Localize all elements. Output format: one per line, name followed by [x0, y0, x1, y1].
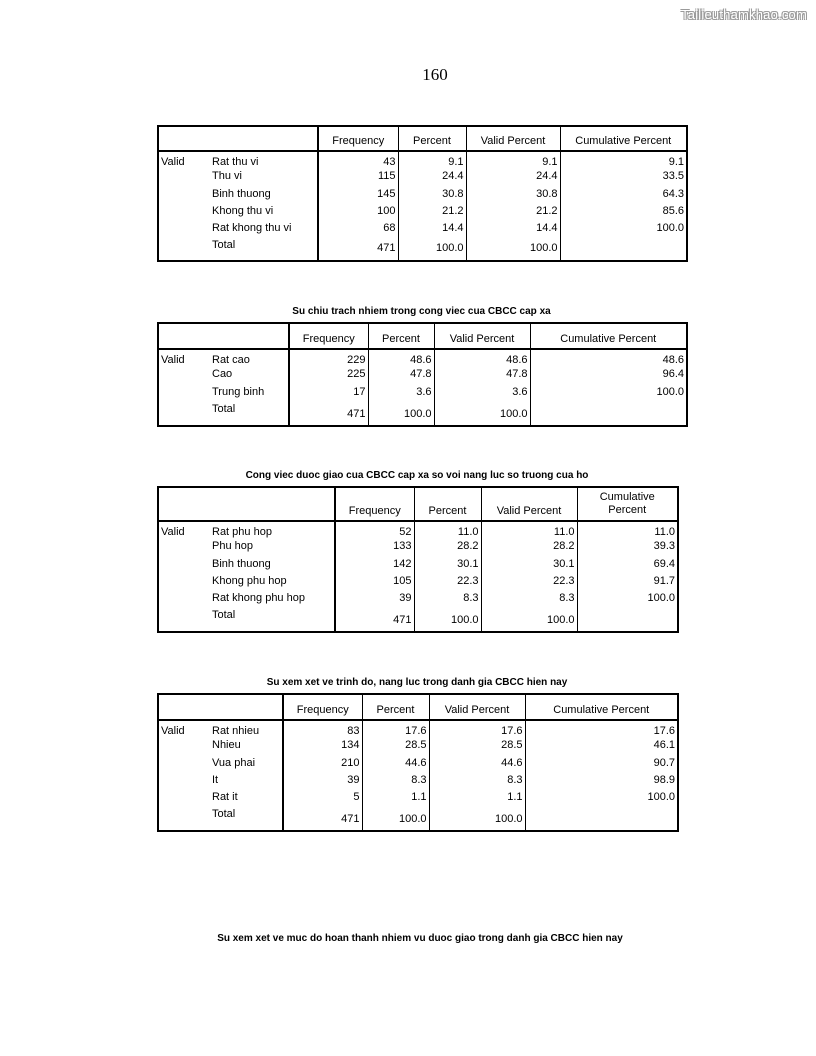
percent-cell: 3.6 — [368, 386, 434, 403]
row-label-total: Total — [210, 403, 289, 426]
row-label: Khong thu vi — [210, 205, 318, 222]
valid-percent-cell: 100.0 — [429, 808, 525, 831]
header-cumulative-percent: Cumulative Percent — [560, 126, 687, 151]
row-label-total: Total — [210, 609, 335, 632]
header-valid-percent: Valid Percent — [429, 694, 525, 720]
table-row — [158, 170, 687, 188]
percent-cell: 24.4 — [398, 170, 466, 188]
table-row — [158, 720, 678, 739]
header-blank — [158, 323, 289, 349]
frequency-cell: 210 — [283, 757, 362, 774]
frequency-cell: 471 — [318, 239, 398, 261]
row-label-total: Total — [210, 239, 318, 261]
percent-cell: 11.0 — [414, 521, 481, 540]
frequency-cell: 100 — [318, 205, 398, 222]
table-row — [158, 521, 678, 540]
valid-percent-cell: 9.1 — [466, 151, 560, 170]
table-row — [158, 791, 678, 808]
frequency-cell: 5 — [283, 791, 362, 808]
table-row — [158, 757, 678, 774]
row-label: Rat nhieu — [210, 720, 283, 739]
row-label: Rat cao — [210, 349, 289, 368]
row-label: Cao — [210, 368, 289, 386]
percent-cell: 8.3 — [414, 592, 481, 609]
header-frequency: Frequency — [318, 126, 398, 151]
row-label: Rat khong thu vi — [210, 222, 318, 239]
table-row — [158, 222, 687, 239]
frequency-cell: 105 — [335, 575, 414, 592]
frequency-cell: 471 — [283, 808, 362, 831]
frequency-cell: 83 — [283, 720, 362, 739]
table-row — [158, 188, 687, 205]
table-row — [158, 403, 687, 426]
cumulative-percent-cell: 91.7 — [653, 575, 675, 587]
frequency-cell: 134 — [283, 739, 362, 757]
page-number: 160 — [422, 65, 448, 84]
header-percent: Percent — [398, 126, 466, 151]
percent-cell: 28.5 — [362, 739, 429, 757]
frequency-cell: 39 — [283, 774, 362, 791]
valid-percent-cell: 100.0 — [481, 609, 577, 632]
cumulative-percent-cell: 100.0 — [656, 386, 684, 398]
table-row — [158, 151, 687, 170]
table-4-title: Su xem xet ve trinh do, nang luc trong danh gia CBCC hien nay — [266, 677, 568, 688]
header-valid-percent: Valid Percent — [466, 126, 560, 151]
header-cumulative-percent: Cumulative Percent — [525, 694, 678, 720]
valid-percent-cell: 100.0 — [466, 239, 560, 261]
percent-cell: 17.6 — [362, 720, 429, 739]
valid-percent-cell: 30.1 — [481, 558, 577, 575]
percent-cell: 28.2 — [414, 540, 481, 558]
table-row — [158, 540, 678, 558]
cumulative-percent-cell: 90.7 — [653, 757, 675, 769]
frequency-cell: 229 — [289, 349, 368, 368]
table-row — [158, 609, 678, 632]
percent-cell: 9.1 — [398, 151, 466, 170]
row-label: Rat thu vi — [210, 151, 318, 170]
header-frequency: Frequency — [335, 487, 414, 521]
cumulative-percent-cell: 96.4 — [662, 368, 684, 380]
row-label: It — [210, 774, 283, 791]
header-percent: Percent — [414, 487, 481, 521]
percent-cell: 100.0 — [414, 609, 481, 632]
frequency-table-3 — [157, 486, 679, 633]
frequency-cell: 68 — [318, 222, 398, 239]
valid-percent-cell: 17.6 — [429, 720, 525, 739]
frequency-cell: 115 — [318, 170, 398, 188]
table-row — [158, 808, 678, 831]
table-row — [158, 205, 687, 222]
percent-cell: 48.6 — [368, 349, 434, 368]
percent-cell: 30.8 — [398, 188, 466, 205]
cumulative-percent-cell — [530, 403, 687, 426]
percent-cell: 1.1 — [362, 791, 429, 808]
table-row — [158, 774, 678, 791]
row-label: Trung binh — [210, 386, 289, 403]
row-label: Rat it — [210, 791, 283, 808]
valid-label: Valid — [161, 354, 185, 366]
valid-percent-cell: 11.0 — [481, 521, 577, 540]
percent-cell: 47.8 — [368, 368, 434, 386]
valid-percent-cell: 100.0 — [434, 403, 530, 426]
row-label: Binh thuong — [210, 188, 318, 205]
cumulative-percent-cell: 17.6 — [653, 725, 675, 737]
cumulative-percent-cell: 39.3 — [653, 540, 675, 552]
watermark: Tailieuthamkhao.com — [681, 7, 807, 22]
row-label: Rat khong phu hop — [210, 592, 335, 609]
row-label-total: Total — [210, 808, 283, 831]
percent-cell: 100.0 — [398, 239, 466, 261]
frequency-cell: 52 — [335, 521, 414, 540]
table-row — [158, 349, 687, 368]
row-label: Rat phu hop — [210, 521, 335, 540]
frequency-cell: 17 — [289, 386, 368, 403]
valid-percent-cell: 30.8 — [466, 188, 560, 205]
percent-cell: 100.0 — [368, 403, 434, 426]
frequency-cell: 471 — [335, 609, 414, 632]
cumulative-percent-cell — [577, 609, 678, 632]
header-frequency: Frequency — [283, 694, 362, 720]
valid-label: Valid — [161, 725, 185, 737]
cumulative-percent-cell: 11.0 — [654, 526, 675, 538]
percent-cell: 22.3 — [414, 575, 481, 592]
frequency-cell: 145 — [318, 188, 398, 205]
frequency-table-1 — [157, 125, 688, 262]
cumulative-percent-cell: 100.0 — [647, 592, 675, 604]
valid-percent-cell: 24.4 — [466, 170, 560, 188]
header-blank — [158, 694, 283, 720]
row-label: Thu vi — [210, 170, 318, 188]
frequency-cell: 43 — [318, 151, 398, 170]
valid-percent-cell: 21.2 — [466, 205, 560, 222]
cumulative-percent-cell — [525, 808, 678, 831]
cumulative-percent-cell: 33.5 — [662, 170, 684, 182]
row-label: Binh thuong — [210, 558, 335, 575]
valid-percent-cell: 3.6 — [434, 386, 530, 403]
frequency-cell: 142 — [335, 558, 414, 575]
valid-percent-cell: 44.6 — [429, 757, 525, 774]
header-cumulative-percent: Cumulative Percent — [530, 323, 687, 349]
cumulative-percent-cell: 100.0 — [647, 791, 675, 803]
table-row — [158, 558, 678, 575]
valid-percent-cell: 47.8 — [434, 368, 530, 386]
header-percent: Percent — [368, 323, 434, 349]
header-frequency: Frequency — [289, 323, 368, 349]
cumulative-percent-cell: 85.6 — [662, 205, 684, 217]
cumulative-percent-cell: 69.4 — [653, 558, 675, 570]
percent-cell: 8.3 — [362, 774, 429, 791]
row-label: Nhieu — [210, 739, 283, 757]
valid-label: Valid — [161, 526, 185, 538]
cumulative-percent-cell: 9.1 — [668, 156, 684, 168]
table-3-title: Cong viec duoc giao cua CBCC cap xa so voi nang luc so truong cua ho — [245, 470, 589, 481]
cumulative-percent-cell: 48.6 — [662, 354, 684, 366]
header-cumulative-percent: Cumulative Percent — [577, 487, 678, 521]
cumulative-percent-cell: 100.0 — [656, 222, 684, 234]
valid-percent-cell: 1.1 — [429, 791, 525, 808]
table-row — [158, 386, 687, 403]
percent-cell: 100.0 — [362, 808, 429, 831]
header-valid-percent: Valid Percent — [481, 487, 577, 521]
cumulative-percent-cell: 46.1 — [653, 739, 675, 751]
frequency-table-2 — [157, 322, 688, 427]
frequency-cell: 471 — [289, 403, 368, 426]
table-row — [158, 739, 678, 757]
frequency-table-4 — [157, 693, 679, 832]
valid-percent-cell: 8.3 — [481, 592, 577, 609]
valid-label: Valid — [161, 156, 185, 168]
valid-percent-cell: 28.2 — [481, 540, 577, 558]
valid-percent-cell: 22.3 — [481, 575, 577, 592]
cumulative-percent-cell: 64.3 — [662, 188, 684, 200]
row-label: Phu hop — [210, 540, 335, 558]
frequency-cell: 39 — [335, 592, 414, 609]
valid-percent-cell: 28.5 — [429, 739, 525, 757]
table-row — [158, 368, 687, 386]
header-valid-percent: Valid Percent — [434, 323, 530, 349]
valid-percent-cell: 8.3 — [429, 774, 525, 791]
cumulative-percent-cell — [560, 239, 687, 261]
frequency-cell: 225 — [289, 368, 368, 386]
header-blank — [158, 487, 335, 521]
frequency-cell: 133 — [335, 540, 414, 558]
valid-percent-cell: 48.6 — [434, 349, 530, 368]
row-label: Khong phu hop — [210, 575, 335, 592]
valid-percent-cell: 14.4 — [466, 222, 560, 239]
header-percent: Percent — [362, 694, 429, 720]
row-label: Vua phai — [210, 757, 283, 774]
table-row — [158, 239, 687, 261]
header-blank — [158, 126, 318, 151]
cumulative-percent-cell: 98.9 — [653, 774, 675, 786]
percent-cell: 21.2 — [398, 205, 466, 222]
percent-cell: 44.6 — [362, 757, 429, 774]
table-2-title: Su chiu trach nhiem trong cong viec cua CBCC cap xa — [292, 306, 551, 317]
percent-cell: 30.1 — [414, 558, 481, 575]
percent-cell: 14.4 — [398, 222, 466, 239]
final-table-title: Su xem xet ve muc do hoan thanh nhiem vu duoc giao trong danh gia CBCC hien nay — [217, 933, 623, 944]
table-row — [158, 575, 678, 592]
table-row — [158, 592, 678, 609]
